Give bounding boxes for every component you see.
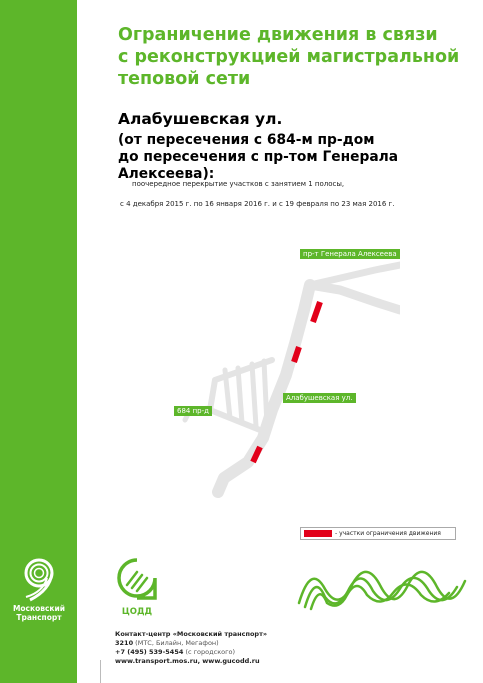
notice-title	[118, 24, 478, 90]
contact-center-name: Контакт-центр «Московский транспорт»	[115, 630, 268, 638]
legend-text: - участки ограничения движения	[335, 530, 441, 537]
street-name: Алабушевская ул.	[118, 110, 283, 128]
moscow-transport-name-line2: Транспорт	[16, 613, 62, 622]
decorative-wave-icon	[295, 563, 475, 613]
codd-emblem-icon	[115, 558, 159, 602]
contacts-block	[115, 630, 365, 666]
restriction-description: поочередное перекрытие участков с занятием 1 полосы,	[132, 180, 345, 188]
title-line-3: теповой сети	[118, 69, 251, 89]
map-label-avenue: пр-т Генерала Алексеева	[300, 249, 400, 259]
map-legend	[300, 527, 456, 540]
restriction-dates: с 4 декабря 2015 г. по 16 января 2016 г. и с 19 февраля по 23 мая 2016 г.	[120, 200, 395, 208]
phone-note: (с городского)	[185, 648, 236, 656]
title-line-1: Ограничение движения в связи	[118, 25, 438, 45]
restricted-segment-1	[313, 302, 320, 322]
divider-line	[100, 660, 101, 683]
title-line-2: с реконструкцией магистральной	[118, 47, 460, 67]
codd-logo	[112, 558, 162, 617]
road-network	[185, 265, 400, 492]
legend-swatch	[304, 530, 332, 537]
map-label-street: Алабушевская ул.	[283, 393, 356, 403]
map-label-passage: 684 пр-д	[174, 406, 212, 416]
avenue-road-upper	[310, 265, 400, 285]
moscow-transport-emblem-icon	[16, 556, 62, 602]
moscow-transport-name-line1: Московский	[12, 604, 66, 613]
phone-number: +7 (495) 539-5454	[115, 648, 184, 656]
moscow-transport-logo	[12, 556, 66, 622]
short-number-note: (МТС, Билайн, Мегафон)	[135, 639, 219, 647]
short-number: 3210	[115, 639, 134, 647]
range-line-2: до пересечения с пр-том Генерала Алексеева):	[118, 149, 399, 182]
road-map	[160, 240, 400, 510]
section-range	[118, 132, 483, 183]
avenue-road	[310, 285, 400, 310]
range-line-1: (от пересечения с 684-м пр-дом	[118, 132, 375, 148]
codd-name: ЦОДД	[121, 607, 153, 617]
websites: www.transport.mos.ru, www.gucodd.ru	[115, 657, 260, 665]
